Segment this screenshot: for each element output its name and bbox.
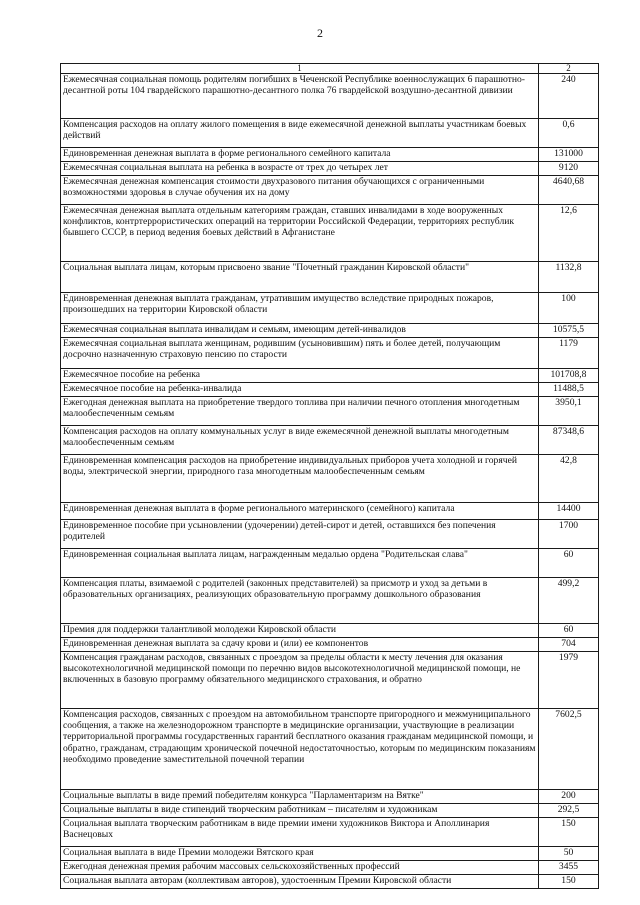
table-row: [61, 383, 599, 397]
row-description: Единовременное пособие при усыновлении (удочерении) детей-сирот и детей, оставшихся без попечения родителей: [61, 520, 539, 549]
row-description: Социальная выплата творческим работникам в виде премии имени художников Виктора и Аполлинария Васнецовых: [61, 818, 539, 847]
table-row: [61, 847, 599, 861]
row-value: 10575,5: [539, 324, 599, 338]
table-row: [61, 262, 599, 293]
table-row: [61, 74, 599, 119]
row-description: Ежемесячная социальная выплата инвалидам и семьям, имеющим детей-инвалидов: [61, 324, 539, 338]
row-value: 0,6: [539, 119, 599, 148]
row-description: Единовременная социальная выплата лицам, награжденным медалью ордена "Родительская слава": [61, 549, 539, 578]
table-row: [61, 652, 599, 709]
table-row: [61, 578, 599, 624]
table-row: [61, 148, 599, 162]
row-value: 100: [539, 293, 599, 324]
row-value: 200: [539, 790, 599, 804]
table-row: [61, 503, 599, 520]
row-value: 7602,5: [539, 709, 599, 790]
row-description: Ежемесячное пособие на ребенка-инвалида: [61, 383, 539, 397]
table-row: [61, 804, 599, 818]
benefits-table: [60, 63, 599, 889]
row-description: Компенсация расходов на оплату жилого помещения в виде ежемесячной денежной выплаты участникам боевых действий: [61, 119, 539, 148]
row-description: Социальные выплаты в виде премий победителям конкурса "Парламентаризм на Вятке": [61, 790, 539, 804]
table-row: [61, 638, 599, 652]
row-description: Компенсация расходов, связанных с проездом на автомобильном транспорте пригородного и межмуниципального сообщения, а также на железнодорожном транспорте в медицинские организации, участвующие в реализации территориальной программы государственных гарантий бесплатного оказания гражданам медицинской помощи, и обратно, гражданам, страдающим хронической почечной недостаточностью, которым по медицинским показаниям необходимо проведение заместительной почечной терапии: [61, 709, 539, 790]
row-description: Единовременная денежная выплата гражданам, утратившим имущество вследствие природных пожаров, произошедших на территории Кировской области: [61, 293, 539, 324]
row-description: Социальные выплаты в виде стипендий творческим работникам – писателям и художникам: [61, 804, 539, 818]
row-description: Ежегодная денежная премия рабочим массовых сельскохозяйственных профессий: [61, 861, 539, 875]
row-value: 3455: [539, 861, 599, 875]
row-value: 1700: [539, 520, 599, 549]
row-description: Ежегодная денежная выплата на приобретение твердого топлива при наличии печного отопления многодетным малообеспеченным семьям: [61, 397, 539, 426]
row-description: Ежемесячная денежная компенсация стоимости двухразового питания обучающихся с ограниченными возможностями здоровья в случае обучения их на дому: [61, 176, 539, 205]
row-value: 1132,8: [539, 262, 599, 293]
row-description: Социальная выплата лицам, которым присвоено звание "Почетный гражданин Кировской области": [61, 262, 539, 293]
table-row: [61, 338, 599, 369]
row-value: 4640,68: [539, 176, 599, 205]
row-description: Компенсация расходов на оплату коммунальных услуг в виде ежемесячной денежной выплаты многодетным малообеспеченным семьям: [61, 426, 539, 455]
row-description: Ежемесячная денежная выплата отдельным категориям граждан, ставших инвалидами в ходе вооруженных конфликтов, контртеррористических операций на территории Российской Федерации, территориях республик бывшего СССР, в период ведения боевых действий в Афганистане: [61, 205, 539, 262]
row-value: 499,2: [539, 578, 599, 624]
table-row: [61, 397, 599, 426]
row-value: 9120: [539, 162, 599, 176]
row-description: Единовременная компенсация расходов на приобретение индивидуальных приборов учета холодной и горячей воды, электрической энергии, природного газа многодетным малообеспеченным семьям: [61, 455, 539, 503]
row-description: Единовременная денежная выплата в форме регионального семейного капитала: [61, 148, 539, 162]
header-col-1: 1: [61, 64, 539, 74]
row-description: Компенсация платы, взимаемой с родителей (законных представителей) за присмотр и уход за детьми в образовательных организациях, реализующих образовательную программу дошкольного образования: [61, 578, 539, 624]
row-value: 131000: [539, 148, 599, 162]
table-row: [61, 324, 599, 338]
row-value: 292,5: [539, 804, 599, 818]
row-value: 240: [539, 74, 599, 119]
page-number: 2: [317, 26, 323, 40]
row-value: 150: [539, 818, 599, 847]
table-row: [61, 455, 599, 503]
row-description: Компенсация гражданам расходов, связанных с проездом за пределы области к месту лечения для оказания высокотехнологичной медицинской помощи по перечню видов высокотехнологичной медицинской помощи, не включенных в базовую программу обязательного медицинского страхования, и обратно: [61, 652, 539, 709]
row-value: 3950,1: [539, 397, 599, 426]
row-value: 101708,8: [539, 369, 599, 383]
table-row: [61, 162, 599, 176]
row-value: 60: [539, 624, 599, 638]
table-row: [61, 520, 599, 549]
row-description: Ежемесячная социальная выплата на ребенка в возрасте от трех до четырех лет: [61, 162, 539, 176]
row-value: 42,8: [539, 455, 599, 503]
row-value: 60: [539, 549, 599, 578]
table-row: [61, 369, 599, 383]
table-row: [61, 790, 599, 804]
row-description: Единовременная денежная выплата в форме регионального материнского (семейного) капитала: [61, 503, 539, 520]
table-row: [61, 426, 599, 455]
row-value: 11488,5: [539, 383, 599, 397]
table-row: [61, 624, 599, 638]
row-description: Социальная выплата авторам (коллективам авторов), удостоенным Премии Кировской области: [61, 875, 539, 889]
table-row: [61, 176, 599, 205]
table-row: [61, 818, 599, 847]
row-value: 87348,6: [539, 426, 599, 455]
row-value: 150: [539, 875, 599, 889]
row-value: 1979: [539, 652, 599, 709]
row-description: Премия для поддержки талантливой молодежи Кировской области: [61, 624, 539, 638]
row-value: 50: [539, 847, 599, 861]
table-row: [61, 293, 599, 324]
row-value: 704: [539, 638, 599, 652]
row-value: 12,6: [539, 205, 599, 262]
row-value: 14400: [539, 503, 599, 520]
table-row: [61, 875, 599, 889]
table-row: [61, 205, 599, 262]
row-value: 1179: [539, 338, 599, 369]
row-description: Ежемесячная социальная помощь родителям погибших в Чеченской Республике военнослужащих 6 парашютно-десантной роты 104 гвардейского парашютно-десантного полка 76 гвардейской воздушно-десантной дивизии: [61, 74, 539, 119]
row-description: Единовременная денежная выплата за сдачу крови и (или) ее компонентов: [61, 638, 539, 652]
table-row: [61, 549, 599, 578]
table-row: [61, 709, 599, 790]
header-col-2: 2: [539, 64, 599, 74]
row-description: Социальная выплата в виде Премии молодежи Вятского края: [61, 847, 539, 861]
row-description: Ежемесячное пособие на ребенка: [61, 369, 539, 383]
table-row: [61, 119, 599, 148]
table-header-row: [61, 64, 599, 74]
table-row: [61, 861, 599, 875]
row-description: Ежемесячная социальная выплата женщинам, родившим (усыновившим) пять и более детей, получающим досрочно назначенную страховую пенсию по старости: [61, 338, 539, 369]
